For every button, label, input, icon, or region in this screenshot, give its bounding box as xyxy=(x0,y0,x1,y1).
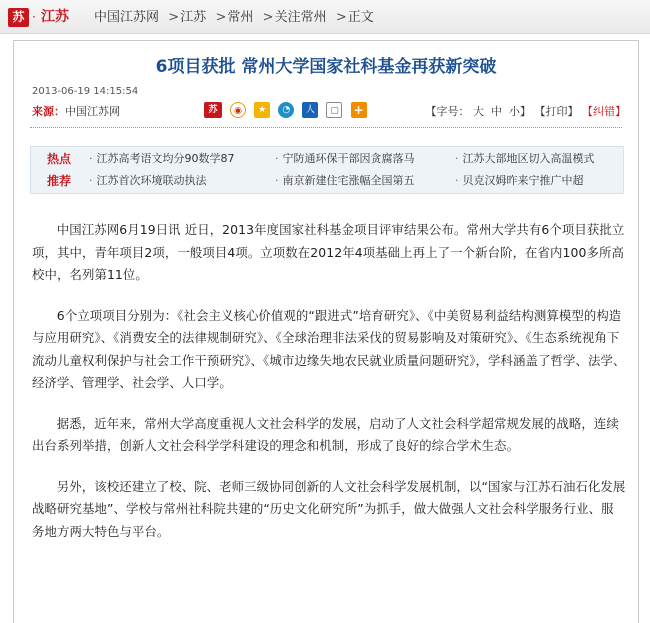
renren-icon[interactable]: 人 xyxy=(302,102,318,118)
breadcrumb-changzhou-link[interactable]: 常州 xyxy=(227,10,254,25)
report-error-link[interactable]: 【纠错】 xyxy=(582,105,626,118)
qzone-icon[interactable]: ★ xyxy=(254,102,270,118)
font-size-medium-link[interactable]: 中 xyxy=(491,105,502,118)
top-nav-bar xyxy=(0,0,650,34)
hot-link[interactable]: · 江苏高考语文均分90数学87 xyxy=(89,148,235,170)
print-link[interactable]: 【打印】 xyxy=(534,105,579,118)
breadcrumb-separator: > xyxy=(258,10,274,25)
su-share-icon[interactable]: 苏 xyxy=(204,102,222,118)
breadcrumb-separator: > xyxy=(331,10,347,25)
recommend-label: 推荐 xyxy=(47,174,72,188)
breadcrumb-separator: > xyxy=(211,10,227,25)
article-paragraph: 中国江苏网6月19日讯 近日，2013年度国家社科基金项目评审结果公布。常州大学共有6个项目获批立项，其中，青年项目2项，一般项目4项。立项数在2012年4项基础上再上了一个新台阶，在省内100多所高校中，名列第11位。 xyxy=(32,222,625,282)
hot-link[interactable]: · 宁防通环保干部因贪腐落马 xyxy=(275,148,415,170)
more-icon[interactable]: + xyxy=(351,102,367,118)
breadcrumb-current: 正文 xyxy=(347,10,374,25)
article-body xyxy=(32,219,626,561)
logo-region-link[interactable]: 江苏 xyxy=(41,9,69,25)
font-size-label: 【字号： xyxy=(425,105,470,118)
article-source xyxy=(32,104,120,120)
hot-row xyxy=(31,148,625,170)
weibo-icon[interactable]: ◉ xyxy=(230,102,246,118)
hot-recommend-box xyxy=(30,146,624,194)
article-frame xyxy=(13,40,639,623)
font-size-end: 】 xyxy=(520,105,531,118)
breadcrumb xyxy=(94,8,374,27)
recommend-link[interactable]: · 南京新建住宅涨幅全国第五 xyxy=(275,170,415,192)
recommend-row xyxy=(31,170,625,192)
recommend-link[interactable]: · 贝克汉姆昨来宁推广中超 xyxy=(455,170,584,192)
copy-icon[interactable]: ▢ xyxy=(326,102,342,118)
share-toolbar xyxy=(204,102,370,120)
article-paragraph: 另外，该校还建立了校、院、老师三级协同创新的人文社会科学发展机制，以“国家与江苏石油石化发展战略研究基地”、学校与常州社科院共建的“历史文化研究所”为抓手，做大做强人文社会科学服务行业、服务地方两大特色与平台。 xyxy=(32,478,626,539)
article-tools xyxy=(426,104,627,120)
source-label: 来源： xyxy=(32,105,65,118)
breadcrumb-home-link[interactable]: 中国江苏网 xyxy=(94,10,160,25)
article-paragraph: 据悉，近年来，常州大学高度重视人文社会科学的发展，启动了人文社会科学超常规发展的战略，连续出台系列举措，创新人文社会科学学科建设的理念和机制，形成了良好的综合学术生态。 xyxy=(32,415,619,453)
logo-separator: · xyxy=(32,10,36,24)
font-size-small-link[interactable]: 小 xyxy=(509,105,520,118)
breadcrumb-jiangsu-link[interactable]: 江苏 xyxy=(180,10,207,25)
breadcrumb-focus-link[interactable]: 关注常州 xyxy=(274,10,327,25)
breadcrumb-separator: > xyxy=(164,10,180,25)
hot-link[interactable]: · 江苏大部地区切入高温模式 xyxy=(455,148,595,170)
article-title: 6项目获批 常州大学国家社科基金再获新突破 xyxy=(155,57,497,77)
recommend-link[interactable]: · 江苏首次环境联动执法 xyxy=(89,170,207,192)
article-paragraph: 6个立项项目分别为：《社会主义核心价值观的“跟进式”培育研究》、《中美贸易利益结构测算模型的构造与应用研究》、《消费安全的法律规制研究》、《全球治理非法采伐的贸易影响及对策研究》、《生态系统视角下流动儿童权利保护与社会工作干预研究》、《城市边缘失地农民就业质量问题研究》，学科涵盖了哲学、法学、经济学、管理学、社会学、人口学。 xyxy=(32,307,626,390)
hot-label: 热点 xyxy=(47,152,72,166)
qq-icon[interactable]: ◔ xyxy=(278,102,294,118)
source-name[interactable]: 中国江苏网 xyxy=(65,105,120,118)
font-size-large-link[interactable]: 大 xyxy=(473,105,484,118)
header-divider xyxy=(30,127,622,128)
jiangsu-logo-icon[interactable]: 苏 xyxy=(8,8,29,27)
article-date: 2013-06-19 14:15:54 xyxy=(32,86,139,97)
